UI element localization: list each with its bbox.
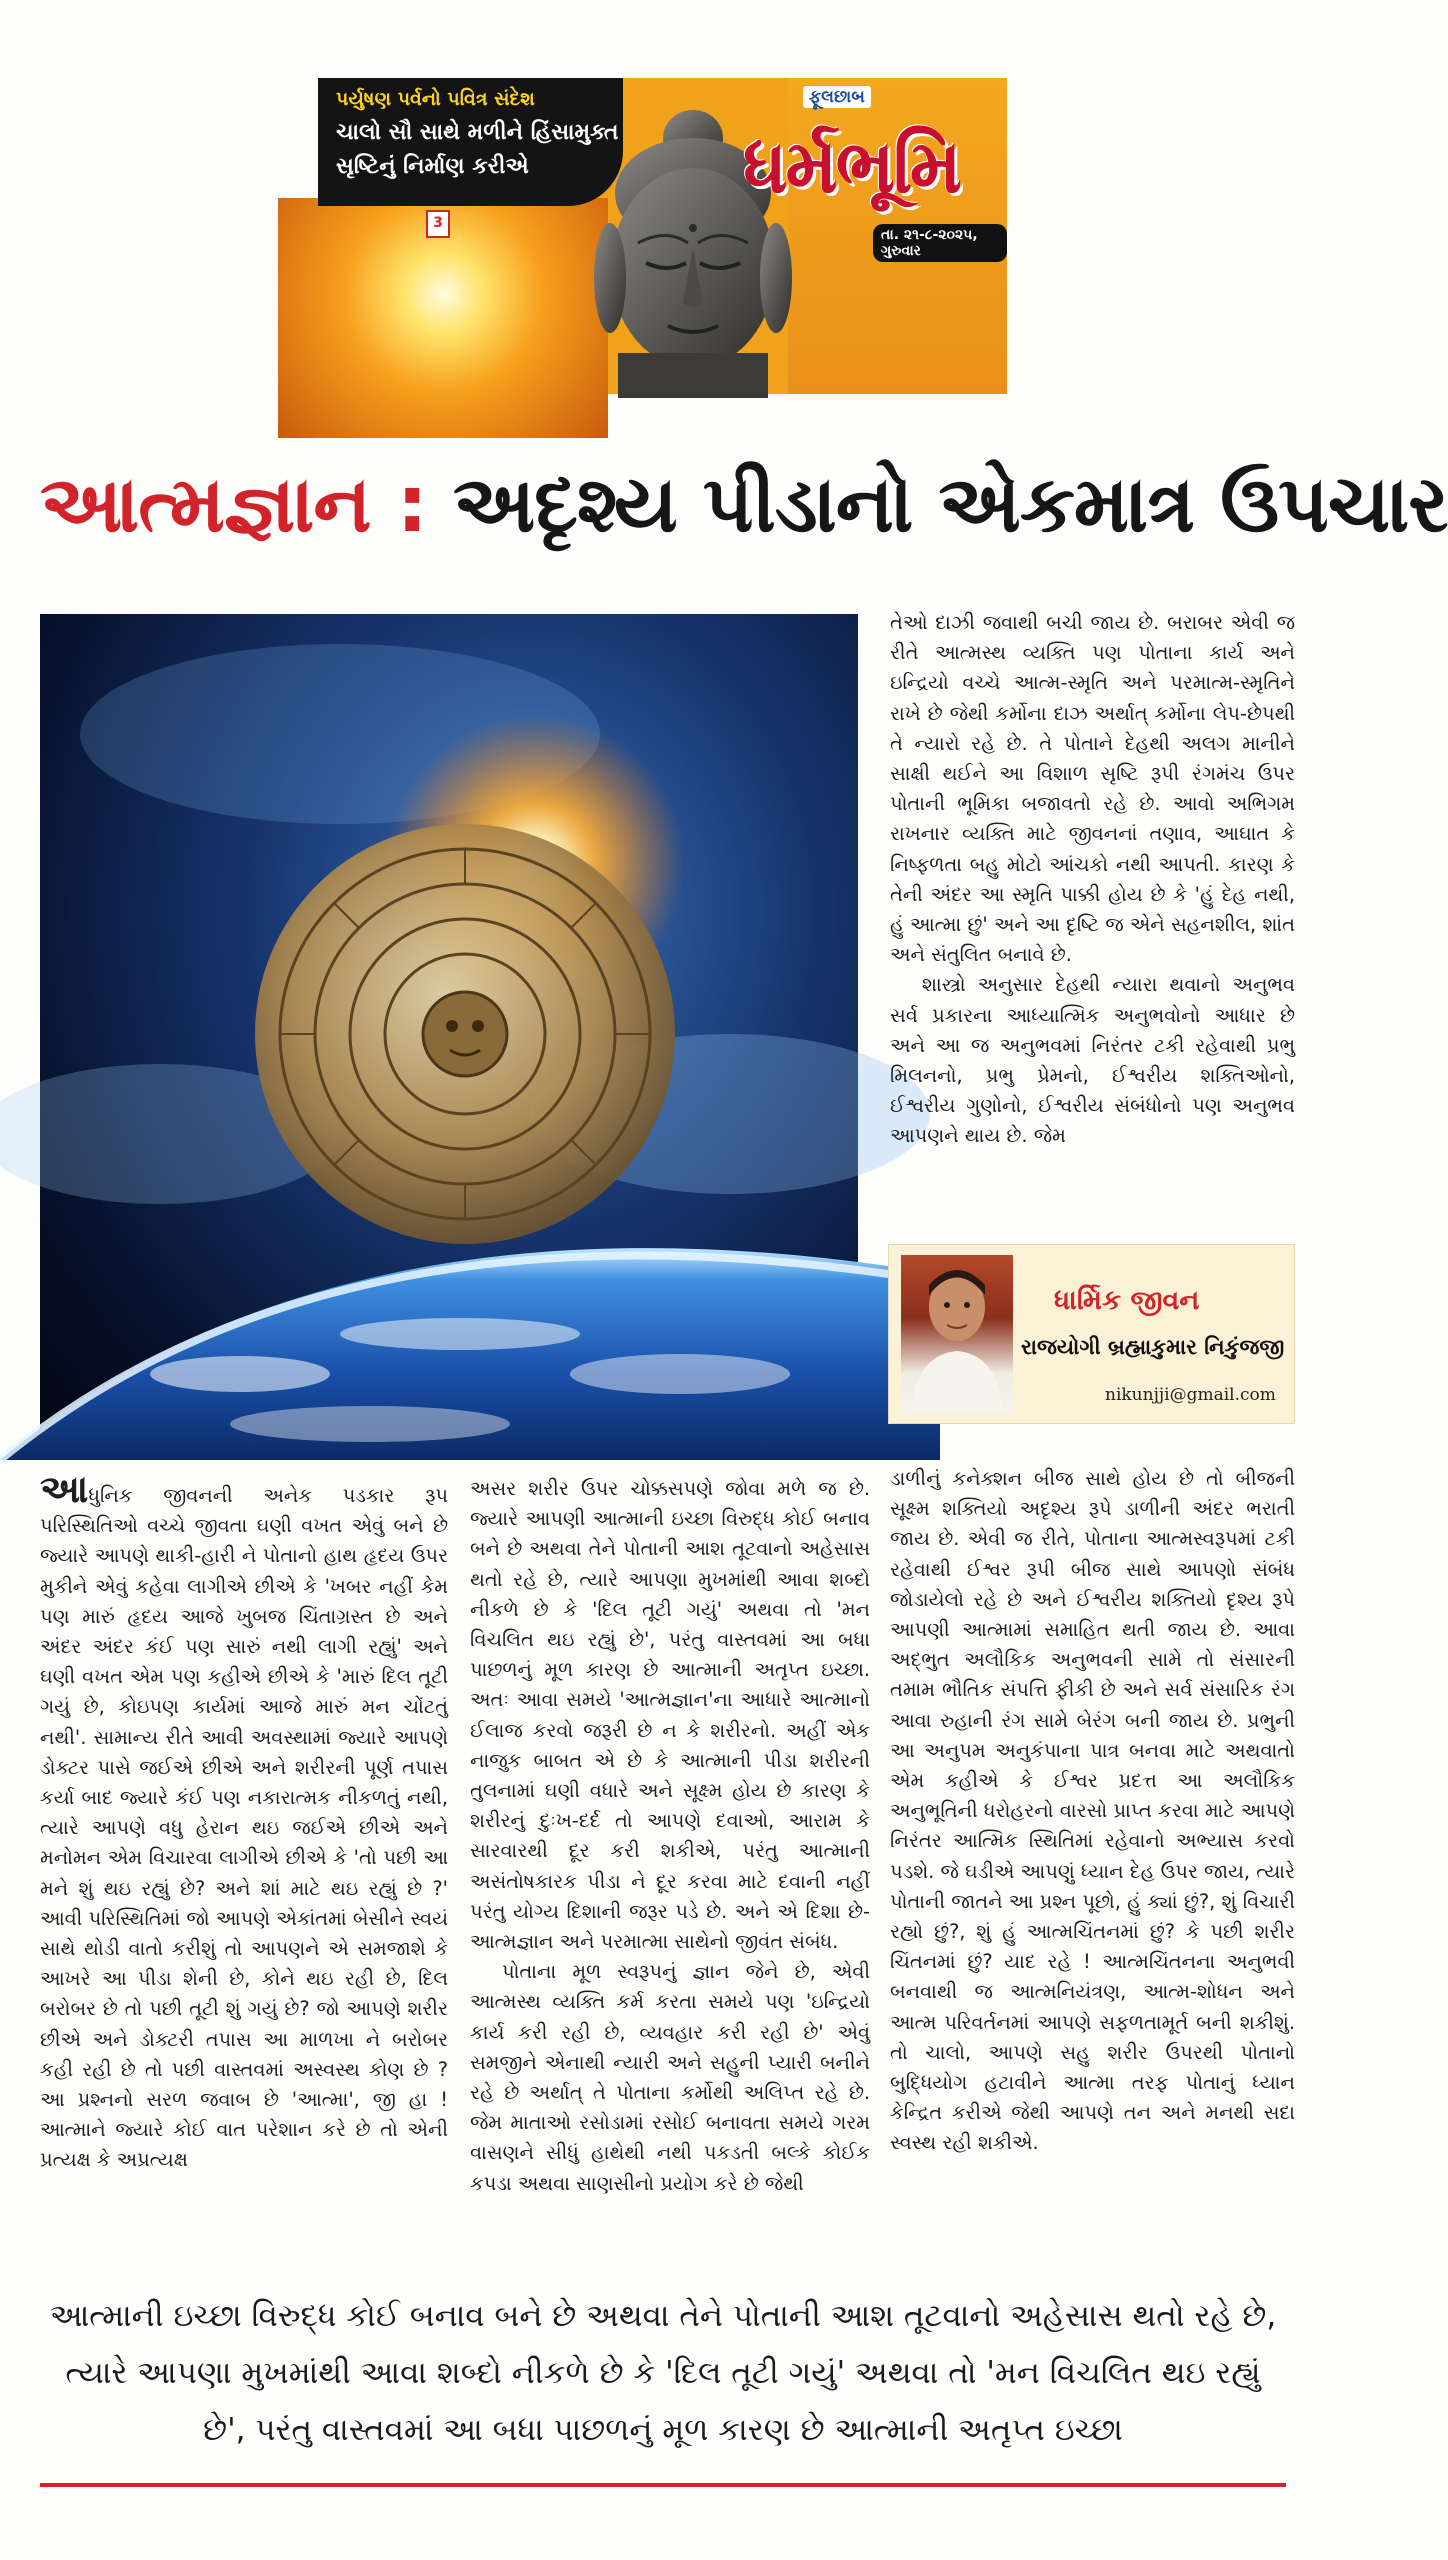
publisher-logo: ફૂલછાબ [803, 86, 871, 108]
author-box [888, 1244, 1295, 1424]
drop-cap: આ [40, 1467, 89, 1511]
masthead-banner [318, 78, 1007, 394]
issue-date: તા. ૨૧-૮-૨૦૨૫, ગુરુવાર [873, 224, 1007, 262]
author-photo [901, 1255, 1013, 1413]
paragraph: ડાળીનું કનેક્શન બીજ સાથે હોય છે તો બીજની સૂક્ષ્મ શક્તિયો અદૃશ્ય રૂપે ડાળીની અંદર ભરાતી જાય છે. એવી જ રીતે, પોતાના આત્મસ્વરૂપમાં ટકી રહેવાથી ઈશ્વર રૂપી બીજ સાથે આપણો સંબંધ જોડાયેલો રહે છે અને ઈશ્વરીય શક્તિયો દૃશ્ય રૂપે આપણી આત્મામાં સમાહિત થતી જાય છે. આવા અદ્ભુત અલૌકિક અનુભવની સામે તો સંસારની તમામ ભૌતિક સંપત્તિ ફીકી છે અને સર્વ સંસારિક રંગ આવા રુહાની રંગ સામે બેરંગ બની જાય છે. પ્રભુની આ અનુપમ અનુકંપાના પાત્ર બનવા માટે અથવાતો એમ કહીએ કે ઈશ્વર પ્રદત્ત આ અલૌકિક અનુભૂતિની ધરોહરનો વારસો પ્રાપ્ત કરવા માટે આપણે નિરંતર આત્મિક સ્થિતિમાં રહેવાનો અભ્યાસ કરવો પડશે. જે ઘડીએ આપણું ધ્યાન દેહ ઉપર જાય, ત્યારે પોતાની જાતને આ પ્રશ્ન પૂછો, હું ક્યાં છું?, શું વિચારી રહ્યો છું?, શું હું આત્મચિંતનમાં છું? કે પછી શરીર ચિંતનમાં છું? યાદ રહે ! આત્મચિંતનના અનુભવી બનવાથી જ આત્મનિયંત્રણ, આત્મ-શોધન અને આત્મ પરિવર્તનમાં આપણે સફળતામૂર્ત બની શકીશું. તો ચાલો, આપણે સહુ શરીર ઉપરથી પોતાનો બુદ્ધિયોગ હટાવીને આત્મા તરફ પોતાનું ધ્યાન કેન્દ્રિત કરીએ જેથી આપણે તન અને મનથી સદા સ્વસ્થ રહી શકીએ. [890, 1467, 1295, 2155]
article-column-left [40, 1467, 448, 2176]
pull-quote: આત્માની ઇચ્છા વિરુદ્ધ કોઈ બનાવ બને છે અથવા તેને પોતાની આશ તૂટવાનો અહેસાસ થતો રહે છે, ત્યારે આપણા મુખમાંથી આવા શબ્દો નીકળે છે કે 'દિલ તૂટી ગયું' અથવા તો 'મન વિચલિત થઇ રહ્યું છે', પરંતુ વાસ્તવમાં આ બધા પાછળનું મૂળ કારણ છે આત્માની અતૃપ્ત ઇચ્છા [49, 2298, 1277, 2448]
message-line-1: ચાલો સૌ સાથે મળીને હિંસામુક્ત [336, 120, 619, 145]
article-column-right-bottom [890, 1464, 1295, 2159]
paragraph: અસર શરીર ઉપર ચોક્કસપણે જોવા મળે જ છે. જ્યારે આપણી આત્માની ઇચ્છા વિરુદ્ધ કોઈ બનાવ બને છે અથવા તેને પોતાની આશ તૂટવાનો અહેસાસ થતો રહે છે, ત્યારે આપણા મુખમાંથી આવા શબ્દો નીકળે છે કે 'દિલ તૂટી ગયું' અથવા તો 'મન વિચલિત થઇ રહ્યું છે', પરંતુ વાસ્તવમાં આ બધા પાછળનું મૂળ કારણ છે આત્માની અતૃપ્ત ઇચ્છા. અતઃ આવા સમયે 'આત્મજ્ઞાન'ના આધારે આત્માનો ઈલાજ કરવો જરૂરી છે ન કે શરીરનો. અહીં એક નાજુક બાબત એ છે કે આત્માની પીડા શરીરની તુલનામાં ઘણી વધારે અને સૂક્ષ્મ હોય છે કારણ કે શરીરનું દુઃખ-દર્દ તો આપણે દવાઓ, આરામ કે સારવારથી દૂર કરી શકીએ, પરંતુ આત્માની અસંતોષકારક પીડા ને દૂર કરવા માટે દવાની નહીં પરંતુ યોગ્ય દિશાની જરૂર પડે છે. અને એ દિશા છે- આત્મજ્ઞાન અને પરમાત્મા સાથેનો જીવંત સંબંધ. [470, 1477, 870, 1954]
message-line-2: સૃષ્ટિનું નિર્માણ કરીએ [336, 154, 529, 179]
message-heading: પર્યુષણ પર્વનો પવિત્ર સંદેશ [336, 88, 535, 110]
author-portrait-icon [901, 1255, 1013, 1413]
paragraph-text: ધુનિક જીવનની અનેક પડકાર રૂપ પરિસ્થિતિઓ વચ્ચે જીવતા ઘણી વખત એવું બને છે જ્યારે આપણે થાકી-હારી ને પોતાનો હાથ હૃદય ઉપર મુકીને એવું કહેવા લાગીએ છીએ કે 'ખબર નહીં કેમ પણ મારું હૃદય આજે ખુબજ ચિંતાગ્રસ્ત છે અને અંદર અંદર કંઈ પણ સારું નથી લાગી રહ્યું' અને ઘણી વખત એમ પણ કહીએ છીએ કે 'મારું દિલ તૂટી ગયું છે, કોઇપણ કાર્યમાં આજે મારું મન ચોંટતું નથી'. સામાન્ય રીતે આવી અવસ્થામાં જ્યારે આપણે ડોક્ટર પાસે જઈએ છીએ અને શરીરની પૂર્ણ તપાસ કર્યા બાદ જ્યારે કંઈ પણ નકારાત્મક નીકળતું નથી, ત્યારે આપણે વધુ હેરાન થઇ જઈએ છીએ અને મનોમન એમ વિચારવા લાગીએ છીએ કે 'તો પછી આ મને શું થઇ રહ્યું છે? અને શાં માટે થઇ રહ્યું છે ?' આવી પરિસ્થિતિમાં જો આપણે એકાંતમાં બેસીને સ્વયં સાથે થોડી વાતો કરીશું તો આપણને એ સમજાશે કે આખરે આ પીડા શેની છે, કોને થઇ રહી છે, દિલ બરોબર છે તો પછી તૂટી શું ગયું છે? જો આપણે શરીર છીએ અને ડોક્ટરી તપાસ આ માળખા ને બરોબર કહી રહી છે તો પછી વાસ્તવમાં અસ્વસ્થ કોણ છે ? આ પ્રશ્નનો સરળ જવાબ છે 'આત્મા', જી હા ! આત્માને જ્યારે કોઈ વાત પરેશાન કરે છે તો એની પ્રત્યક્ષ કે અપ્રત્યક્ષ [40, 1484, 448, 2172]
headline-rest: અદૃશ્ય પીડાનો એકમાત્ર ઉપચાર [426, 460, 1448, 550]
cosmic-mandala-earth-image [40, 614, 858, 1460]
paragraph: શાસ્ત્રો અનુસાર દેહથી ન્યારા થવાનો અનુભવ સર્વ પ્રકારના આધ્યાત્મિક અનુભવોનો આધાર છે અને આ જ અનુભવમાં નિરંતર ટકી રહેવાથી પ્રભુ મિલનનો, પ્રભુ પ્રેમનો, ઈશ્વરીય શક્તિઓનો, ઈશ્વરીય ગુણોનો, ઈશ્વરીય સંબંધોનો પણ અનુભવ આપણને થાય છે. જેમ [890, 973, 1295, 1148]
author-name: રાજયોગી બ્રહ્માકુમાર નિકુંજજી [1021, 1335, 1285, 1359]
bottom-rule [40, 2483, 1286, 2487]
paragraph: પોતાના મૂળ સ્વરૂપનું જ્ઞાન જેને છે, એવી આત્મસ્થ વ્યક્તિ કર્મ કરતા સમયે પણ 'ઇન્દ્રિયો કાર્ય કરી રહી છે, વ્યવહાર કરી રહી છે' એવું સમજીને એનાથી ન્યારી અને સહુની પ્યારી બનીને રહે છે અર્થાત્ તે પોતાના કર્મોથી અલિપ્ત રહે છે. જેમ માતાઓ રસોડામાં રસોઈ બનાવતા સમયે ગરમ વાસણને સીધું હાથેથી નથી પકડતી બલ્કે કોઈક કપડા અથવા સાણસીનો પ્રયોગ કરે છે જેથી [470, 1960, 870, 2195]
headline-keyword: આત્મજ્ઞાન : [40, 460, 427, 550]
section-title: ધાર્મિક જીવન [1054, 1285, 1200, 1316]
article-column-middle [470, 1474, 870, 2199]
author-email: nikunjji@gmail.com [1105, 1385, 1276, 1405]
paragraph: તેઓ દાઝી જવાથી બચી જાય છે. બરાબર એવી જ રીતે આત્મસ્થ વ્યક્તિ પણ પોતાના કાર્ય અને ઇન્દ્રિયો વચ્ચે આત્મ-સ્મૃતિ અને પરમાત્મ-સ્મૃતિને રાખે છે જેથી કર્મોના દાઝ અર્થાત્ કર્મોના લેપ-છેપથી તે ન્યારો રહે છે. તે પોતાને દેહથી અલગ માનીને સાક્ષી થઈને આ વિશાળ સૃષ્ટિ રૂપી રંગમંચ ઉપર પોતાની ભૂમિકા બજાવતો રહે છે. આવો અભિગમ રાખનાર વ્યક્તિ માટે જીવનનાં તણાવ, આઘાત કે નિષ્ફળતા બહુ મોટો આંચકો નથી આપતી. કારણ કે તેની અંદર આ સ્મૃતિ પાક્કી હોય છે કે 'હું દેહ નથી, હું આત્મા છું' અને આ દૃષ્ટિ જ એને સહનશીલ, શાંત અને સંતુલિત બનાવે છે. [890, 611, 1295, 967]
article-column-right-top [890, 608, 1295, 1152]
photo-illustration [40, 614, 858, 1460]
paragraph [40, 1467, 448, 2176]
masthead-title: ધર્મભૂમિ [743, 124, 960, 210]
article-headline [40, 460, 1448, 580]
page-number: 3 [426, 210, 450, 238]
